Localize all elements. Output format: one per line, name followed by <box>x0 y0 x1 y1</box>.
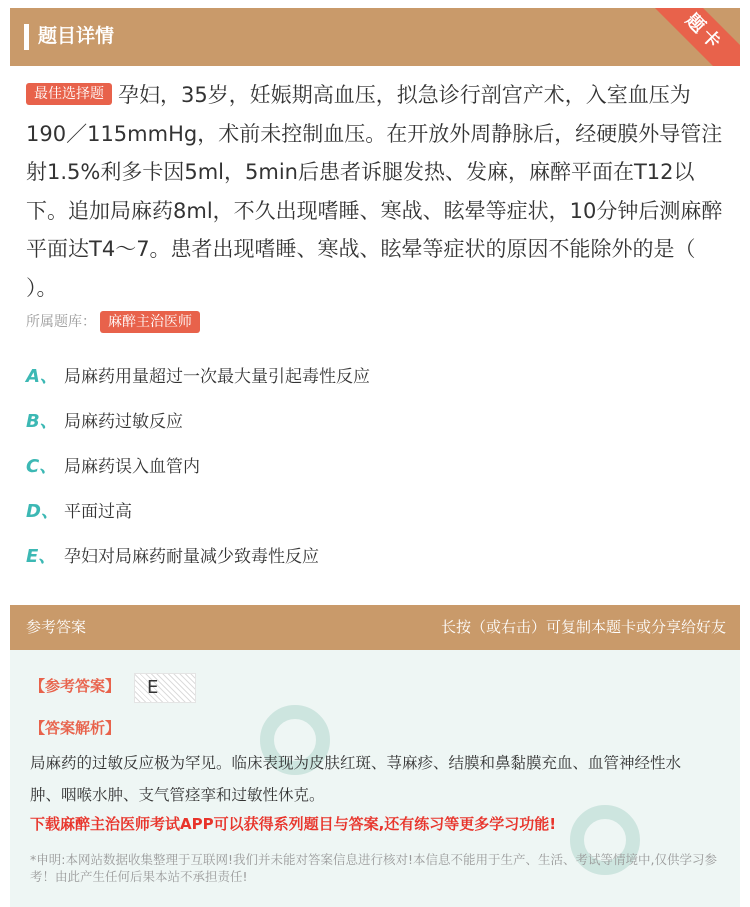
answer-label: 【参考答案】 <box>30 677 121 695</box>
analysis-label: 【答案解析】 <box>30 719 121 737</box>
answer-header-title: 参考答案 <box>26 618 87 636</box>
source-tag[interactable]: 麻醉主治医师 <box>100 311 200 333</box>
answer-panel <box>10 605 740 907</box>
option-text: 平面过高 <box>64 502 132 522</box>
corner-ribbon: 题卡 <box>642 8 740 66</box>
option-letter: A、 <box>26 366 58 387</box>
option-text: 孕妇对局麻药耐量减少致毒性反应 <box>64 547 319 567</box>
disclaimer: *申明:本网站数据收集整理于互联网!我们并未能对答案信息进行核对!本信息不能用于生产、生活、考试等情境中,仅供学习参考！由此产生任何后果本站不承担责任! <box>30 852 717 884</box>
options-list <box>26 362 726 587</box>
share-hint[interactable]: 长按（或右击）可复制本题卡或分享给好友 <box>440 618 726 636</box>
option-c[interactable] <box>26 452 726 497</box>
question-stem <box>26 76 726 307</box>
option-letter: E、 <box>26 546 57 567</box>
header-accent-bar <box>24 24 29 50</box>
analysis-text: 局麻药的过敏反应极为罕见。临床表现为皮肤红斑、荨麻疹、结膜和鼻黏膜充血、血管神经性水肿、咽喉水肿、支气管痉挛和过敏性休克。 <box>30 754 682 804</box>
option-text: 局麻药用量超过一次最大量引起毒性反应 <box>64 367 370 387</box>
page-header <box>10 8 740 66</box>
option-letter: B、 <box>26 411 58 432</box>
option-d[interactable] <box>26 497 726 542</box>
option-letter: D、 <box>26 501 59 522</box>
option-b[interactable] <box>26 407 726 452</box>
question-source <box>26 310 200 334</box>
source-label: 所属题库： <box>26 314 96 330</box>
download-app-link[interactable]: 下载麻醉主治医师考试APP可以获得系列题目与答案,还有练习等更多学习功能! <box>30 815 557 833</box>
option-e[interactable] <box>26 542 726 587</box>
question-text: 孕妇，35岁，妊娠期高血压，拟急诊行剖宫产术，入室血压为190／115mmHg，术前未控制血压。在开放外周静脉后，经硬膜外导管注射1.5%利多卡因5ml，5min后患者诉腿发热、发麻，麻醉平面在T12以下。追加局麻药8ml，不久出现嗜睡、寒战、眩晕等症状，10分钟后测麻醉平面达T4～7。患者出现嗜睡、寒战、眩晕等症状的原因不能除外的是（ ）。 <box>26 83 723 300</box>
option-text: 局麻药过敏反应 <box>64 412 183 432</box>
option-a[interactable] <box>26 362 726 407</box>
answer-header <box>10 605 740 650</box>
answer-value: E <box>134 673 196 703</box>
option-letter: C、 <box>26 456 58 477</box>
page-title: 题目详情 <box>38 25 115 47</box>
option-text: 局麻药误入血管内 <box>64 457 200 477</box>
question-type-badge: 最佳选择题 <box>26 83 112 105</box>
